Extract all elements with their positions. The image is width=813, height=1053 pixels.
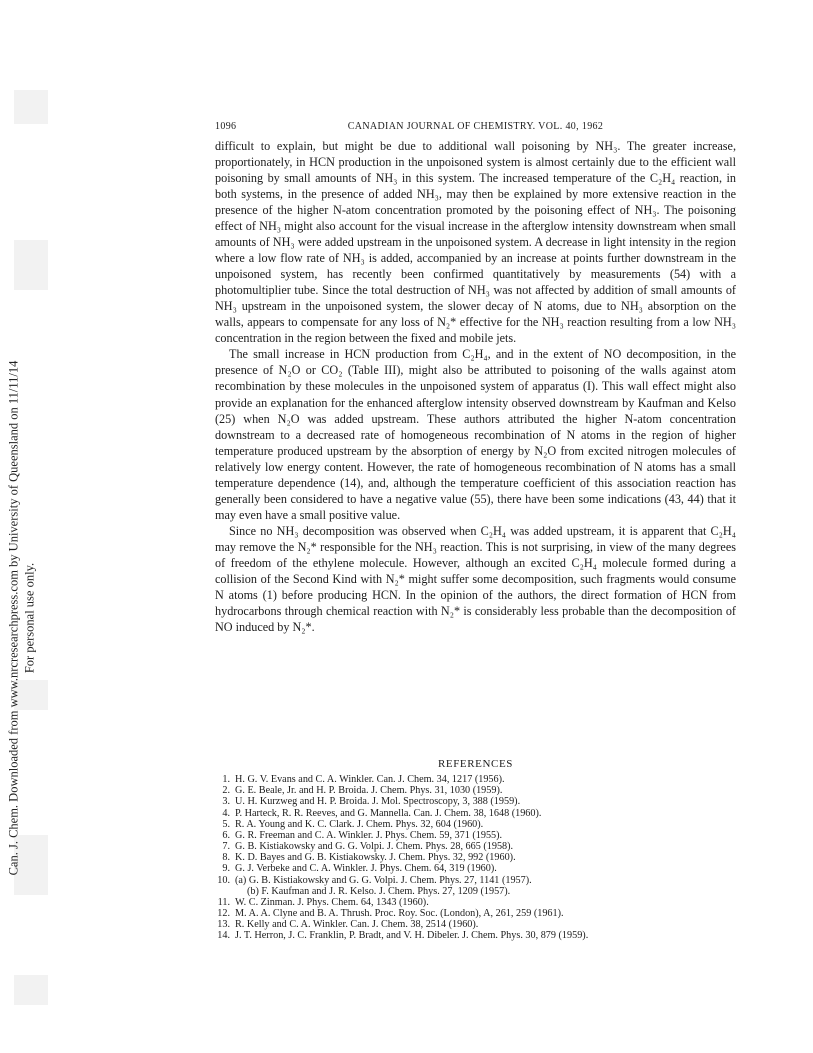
- page-header: [215, 121, 736, 135]
- reference-number: 1.: [222, 774, 230, 786]
- reference-text: J. T. Herron, J. C. Franklin, P. Bradt, and V. H. Dibeler. J. Chem. Phys. 30, 879 (1959).: [235, 930, 589, 942]
- reference-text: U. H. Kurzweg and H. P. Broida. J. Mol. Spectroscopy, 3, 388 (1959).: [235, 796, 521, 808]
- reference-text: (a) G. B. Kistiakowsky and G. G. Volpi. J. Chem. Phys. 27, 1141 (1957).: [235, 874, 532, 886]
- references-section: [215, 759, 736, 942]
- reference-number: 9.: [222, 863, 230, 875]
- reference-item: [215, 796, 736, 807]
- reference-text: G. J. Verbeke and C. A. Winkler. J. Phys. Chem. 64, 319 (1960).: [235, 863, 497, 875]
- reference-item: [215, 830, 736, 841]
- reference-item: [215, 886, 736, 897]
- reference-item: [215, 897, 736, 908]
- reference-number: 10.: [217, 874, 230, 886]
- paragraph: difficult to explain, but might be due to additional wall poisoning by NH₃. The greater increase, proportionately, in HCN production in the unpoisoned system is almost certainly due to the efficient wall poisoning by small amounts of NH₃ in this system. The increased temperature of the C₂H₄ reaction, in both systems, in the presence of added NH₃, may then be explained by more extensive reaction in the presence of the higher N-atom concentration promoted by the poisoning effect of NH₃. The poisoning effect of NH₃ might also account for the visual increase in the afterglow intensity downstream when small amounts of NH₃ were added upstream in the unpoisoned system. A decrease in light intensity in the region where a low flow rate of NH₃ is added, accompanied by an increase at points further downstream in the unpoisoned system, has recently been confirmed quantitatively by measurements (54) with a photomultiplier tube. Since the total destruction of NH₃ was not affected by addition of small amounts of NH₃ upstream in the unpoisoned system, the slower decay of N atoms, due to NH₃ absorption on the walls, appears to compensate for any loss of N₂* effective for the NH₃ reaction resulting from a low NH₃ concentration in the region between the fixed and mobile jets.: [215, 139, 736, 346]
- reference-item: [215, 774, 736, 785]
- reference-item: [215, 841, 736, 852]
- references-title: REFERENCES: [437, 758, 514, 770]
- reference-item: [215, 785, 736, 796]
- running-title: CANADIAN JOURNAL OF CHEMISTRY. VOL. 40, 1962: [347, 121, 604, 132]
- reference-text: K. D. Bayes and G. B. Kistiakowsky. J. Chem. Phys. 32, 992 (1960).: [235, 852, 516, 864]
- body-text: [215, 138, 736, 635]
- watermark-line-2: For personal use only.: [22, 562, 36, 674]
- reference-number: 7.: [222, 841, 230, 853]
- watermark-line-1: Can. J. Chem. Downloaded from www.nrcresearchpress.com by University of Queensland on 11/11/14: [6, 360, 21, 876]
- reference-number: 13.: [217, 919, 230, 931]
- download-watermark: [0, 0, 44, 1053]
- reference-item: [215, 875, 736, 886]
- reference-number: 8.: [222, 852, 230, 864]
- reference-text: G. R. Freeman and C. A. Winkler. J. Phys. Chem. 59, 371 (1955).: [235, 829, 503, 841]
- reference-text: R. A. Young and K. C. Clark. J. Chem. Phys. 32, 604 (1960).: [235, 818, 484, 830]
- reference-number: 4.: [222, 807, 230, 819]
- paragraph: Since no NH₃ decomposition was observed when C₂H₄ was added upstream, it is apparent that C₂H₄ may remove the N₂* responsible for the NH₃ reaction. This is not surprising, in view of the many degrees of freedom of the ethylene molecule. However, although an excited C₂H₄ molecule formed during a collision of the Second Kind with N₂* might suffer some decomposition, such fragments would consume N atoms (1) before producing HCN. In the opinion of the authors, the direct formation of HCN from hydrocarbons through chemical reaction with N₂* is considerably less probable than the decomposition of NO induced by N₂*.: [215, 523, 736, 634]
- reference-item: [215, 852, 736, 863]
- reference-item: [215, 930, 736, 941]
- reference-text: (b) F. Kaufman and J. R. Kelso. J. Chem. Phys. 27, 1209 (1957).: [247, 885, 511, 897]
- page-number: 1096: [215, 121, 237, 132]
- reference-number: 6.: [222, 829, 230, 841]
- reference-text: G. E. Beale, Jr. and H. P. Broida. J. Chem. Phys. 31, 1030 (1959).: [235, 785, 503, 797]
- reference-number: 12.: [217, 908, 230, 920]
- paragraph: The small increase in HCN production from C₂H₄, and in the extent of NO decomposition, in the presence of N₂O or CO₂ (Table III), might also be attributed to poisoning of the walls against atom recombination by these molecules in the unpoisoned system of apparatus (I). This wall effect might also provide an explanation for the enhanced afterglow intensity observed downstream by Kaufman and Kelso (25) when N₂O was added upstream. These authors attributed the higher N-atom concentration downstream to a decreased rate of homogeneous recombination of N atoms in the region of higher temperature produced upstream by the absorption of energy by N₂O from excited nitrogen molecules of relatively low energy content. However, the rate of homogeneous recombination of N atoms has a small temperature dependence (14), and, although the temperature coefficient of this association reaction has generally been considered to have a negative value (55), there have been some indications (43, 44) that it may even have a small positive value.: [215, 347, 736, 522]
- reference-number: 14.: [217, 930, 230, 942]
- reference-item: [215, 908, 736, 919]
- download-watermark-text: [7, 258, 38, 978]
- reference-text: G. B. Kistiakowsky and G. G. Volpi. J. Chem. Phys. 28, 665 (1958).: [235, 841, 514, 853]
- reference-text: W. C. Zinman. J. Phys. Chem. 64, 1343 (1960).: [235, 896, 429, 908]
- reference-text: P. Harteck, R. R. Reeves, and G. Mannella. Can. J. Chem. 38, 1648 (1960).: [235, 807, 542, 819]
- reference-item: [215, 863, 736, 874]
- reference-item: [215, 808, 736, 819]
- reference-item: [215, 919, 736, 930]
- reference-number: 3.: [222, 796, 230, 808]
- reference-text: R. Kelly and C. A. Winkler. Can. J. Chem. 38, 2514 (1960).: [235, 919, 479, 931]
- reference-text: H. G. V. Evans and C. A. Winkler. Can. J. Chem. 34, 1217 (1956).: [235, 774, 505, 786]
- reference-text: M. A. A. Clyne and B. A. Thrush. Proc. Roy. Soc. (London), A, 261, 259 (1961).: [235, 908, 564, 920]
- reference-number: 11.: [217, 896, 230, 908]
- reference-number: 5.: [222, 818, 230, 830]
- reference-item: [215, 819, 736, 830]
- reference-list: [215, 774, 736, 941]
- reference-number: 2.: [222, 785, 230, 797]
